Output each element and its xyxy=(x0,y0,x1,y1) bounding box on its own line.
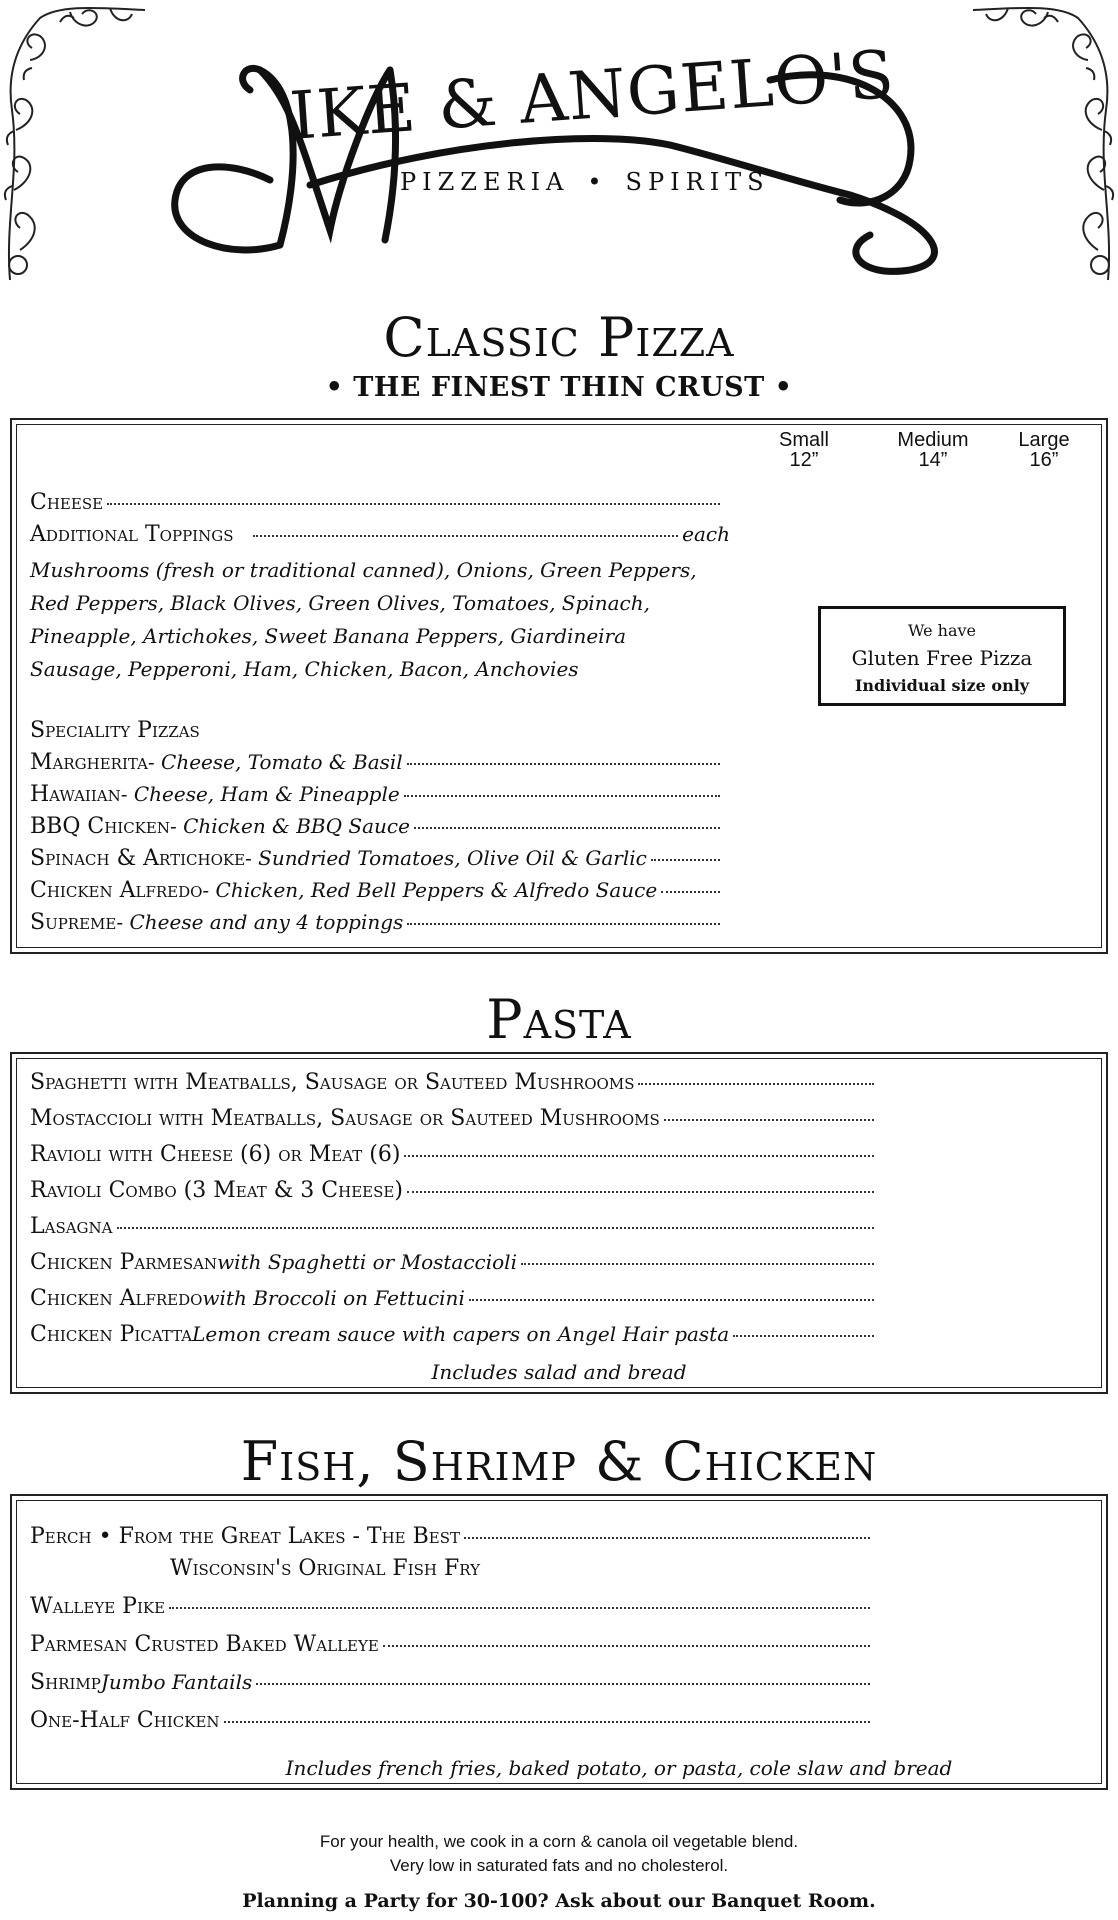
item-name: Chicken Parmesan xyxy=(30,1250,218,1275)
logo-name: IKE & ANGELO'S xyxy=(287,35,898,155)
menu-item-lasagna xyxy=(30,1214,878,1239)
classic-pizza-title: Classic Pizza xyxy=(383,306,735,369)
topping-line: Mushrooms (fresh or traditional canned), Onions, Green Peppers, xyxy=(30,558,697,582)
health-note xyxy=(0,1830,1118,1878)
classic-pizza-subtitle: • THE FINEST THIN CRUST • xyxy=(325,372,793,403)
item-name: Supreme xyxy=(30,910,117,935)
leader-dots xyxy=(407,923,720,925)
item-name: Mostaccioli with Meatballs, Sausage or Sauteed Mushrooms xyxy=(30,1106,660,1131)
item-each: each xyxy=(682,522,730,546)
size-medium xyxy=(888,430,978,470)
menu-item-additional-toppings xyxy=(30,522,730,547)
leader-dots xyxy=(664,1119,874,1121)
leader-dots xyxy=(407,1191,874,1193)
leader-dots xyxy=(107,503,720,505)
leader-dots xyxy=(224,1721,870,1723)
specialty-heading-text: Speciality Pizzas xyxy=(30,718,200,743)
leader-dots xyxy=(469,1299,874,1301)
size-label: Medium xyxy=(897,429,969,451)
item-desc: - Sundried Tomatoes, Olive Oil & Garlic xyxy=(245,846,647,870)
leader-dots xyxy=(414,827,720,829)
gluten-free-line2: Gluten Free Pizza xyxy=(851,646,1033,670)
item-name: Spaghetti with Meatballs, Sausage or Sauteed Mushrooms xyxy=(30,1070,635,1095)
item-name: Chicken Picatta xyxy=(30,1322,193,1347)
leader-dots xyxy=(661,891,720,893)
topping-line: Red Peppers, Black Olives, Green Olives, Tomatoes, Spinach, xyxy=(30,591,650,615)
size-inches: 16” xyxy=(1029,449,1059,471)
item-desc: with Spaghetti or Mostaccioli xyxy=(217,1250,517,1274)
item-name: Hawaiian xyxy=(30,782,121,807)
menu-item-bbq-chicken xyxy=(30,814,724,839)
menu-item-shrimp xyxy=(30,1670,874,1695)
item-name: Ravioli Combo (3 Meat & 3 Cheese) xyxy=(30,1178,403,1203)
leader-dots xyxy=(169,1607,870,1609)
item-name: Perch • From the Great Lakes - The Best xyxy=(30,1524,461,1549)
topping-line: Pineapple, Artichokes, Sweet Banana Peppers, Giardineira xyxy=(30,624,627,648)
perch-subtitle-text: Wisconsin's Original Fish Fry xyxy=(170,1556,480,1581)
leader-dots xyxy=(651,859,720,861)
item-name: Shrimp xyxy=(30,1670,101,1695)
item-name: Chicken Alfredo xyxy=(30,1286,203,1311)
perch-subtitle xyxy=(170,1556,480,1581)
menu-item-spaghetti xyxy=(30,1070,878,1095)
menu-header xyxy=(0,0,1118,300)
menu-item-hawaiian xyxy=(30,782,724,807)
tagline-pizzeria: PIZZERIA xyxy=(400,168,570,196)
item-desc: - Cheese and any 4 toppings xyxy=(116,910,404,934)
size-small xyxy=(762,430,846,470)
item-desc: Jumbo Fantails xyxy=(100,1670,253,1694)
leader-dots xyxy=(733,1335,874,1337)
gluten-free-line3: Individual size only xyxy=(854,676,1030,695)
item-name: Walleye Pike xyxy=(30,1594,166,1619)
item-desc: Lemon cream sauce with capers on Angel Hair pasta xyxy=(192,1322,730,1346)
toppings-list xyxy=(30,554,697,686)
vine-ornament-left xyxy=(0,0,150,290)
size-large xyxy=(1004,430,1084,470)
menu-item-margherita xyxy=(30,750,724,775)
item-name: Chicken Alfredo xyxy=(30,878,203,903)
menu-item-mostaccioli xyxy=(30,1106,878,1131)
item-name: Spinach & Artichoke xyxy=(30,846,246,871)
leader-dots xyxy=(256,1683,870,1685)
item-name: Margherita xyxy=(30,750,148,775)
vine-ornament-right xyxy=(968,0,1118,290)
leader-dots xyxy=(638,1083,874,1085)
item-desc: - Chicken, Red Bell Peppers & Alfredo Sauce xyxy=(202,878,658,902)
menu-item-chicken-alfredo-pasta xyxy=(30,1286,878,1311)
item-name: One-Half Chicken xyxy=(30,1708,220,1733)
logo-tagline xyxy=(400,168,770,196)
banquet-note: Planning a Party for 30-100? Ask about our Banquet Room. xyxy=(242,1890,876,1912)
menu-item-half-chicken xyxy=(30,1708,874,1733)
item-name: Parmesan Crusted Baked Walleye xyxy=(30,1632,379,1657)
item-desc: - Cheese, Tomato & Basil xyxy=(147,750,403,774)
item-desc: with Broccoli on Fettucini xyxy=(202,1286,465,1310)
specialty-heading xyxy=(30,718,200,743)
menu-item-chicken-picatta xyxy=(30,1322,878,1347)
item-desc: - Chicken & BBQ Sauce xyxy=(169,814,410,838)
menu-item-supreme xyxy=(30,910,724,935)
gluten-free-notice xyxy=(818,606,1066,706)
menu-item-chicken-alfredo-pizza xyxy=(30,878,724,903)
menu-item-parmesan-walleye xyxy=(30,1632,874,1657)
item-name: BBQ Chicken xyxy=(30,814,170,839)
size-label: Large xyxy=(1018,429,1070,451)
pasta-note: Includes salad and bread xyxy=(431,1360,687,1384)
tagline-spirits: SPIRITS xyxy=(625,168,770,196)
menu-item-cheese xyxy=(30,490,724,515)
leader-dots xyxy=(383,1645,870,1647)
menu-item-perch xyxy=(30,1524,874,1549)
item-name: Lasagna xyxy=(30,1214,113,1239)
gluten-free-line1: We have xyxy=(907,621,977,640)
leader-dots xyxy=(464,1537,870,1539)
health-note-line2: Very low in saturated fats and no cholesterol. xyxy=(389,1856,729,1875)
menu-item-ravioli xyxy=(30,1142,878,1167)
item-desc: - Cheese, Ham & Pineapple xyxy=(120,782,400,806)
topping-line: Sausage, Pepperoni, Ham, Chicken, Bacon, Anchovies xyxy=(30,657,579,681)
menu-item-chicken-parmesan xyxy=(30,1250,878,1275)
menu-item-spinach-artichoke xyxy=(30,846,724,871)
size-inches: 12” xyxy=(789,449,819,471)
health-note-line1: For your health, we cook in a corn & canola oil vegetable blend. xyxy=(319,1832,799,1851)
pasta-title: Pasta xyxy=(486,988,632,1051)
item-name: Ravioli with Cheese (6) or Meat (6) xyxy=(30,1142,401,1167)
size-label: Small xyxy=(778,429,829,451)
menu-item-ravioli-combo xyxy=(30,1178,878,1203)
leader-dots xyxy=(253,535,678,537)
menu-item-walleye-pike xyxy=(30,1594,874,1619)
fish-note: Includes french fries, baked potato, or pasta, cole slaw and bread xyxy=(285,1756,953,1780)
leader-dots xyxy=(404,1155,874,1157)
item-name: Additional Toppings xyxy=(30,522,234,547)
item-name: Cheese xyxy=(30,490,104,515)
leader-dots xyxy=(407,763,720,765)
leader-dots xyxy=(521,1263,874,1265)
tagline-dot: • xyxy=(587,168,608,196)
leader-dots xyxy=(117,1227,875,1229)
fish-shrimp-chicken-title: Fish, Shrimp & Chicken xyxy=(240,1430,878,1493)
leader-dots xyxy=(404,795,720,797)
size-inches: 14” xyxy=(918,449,948,471)
